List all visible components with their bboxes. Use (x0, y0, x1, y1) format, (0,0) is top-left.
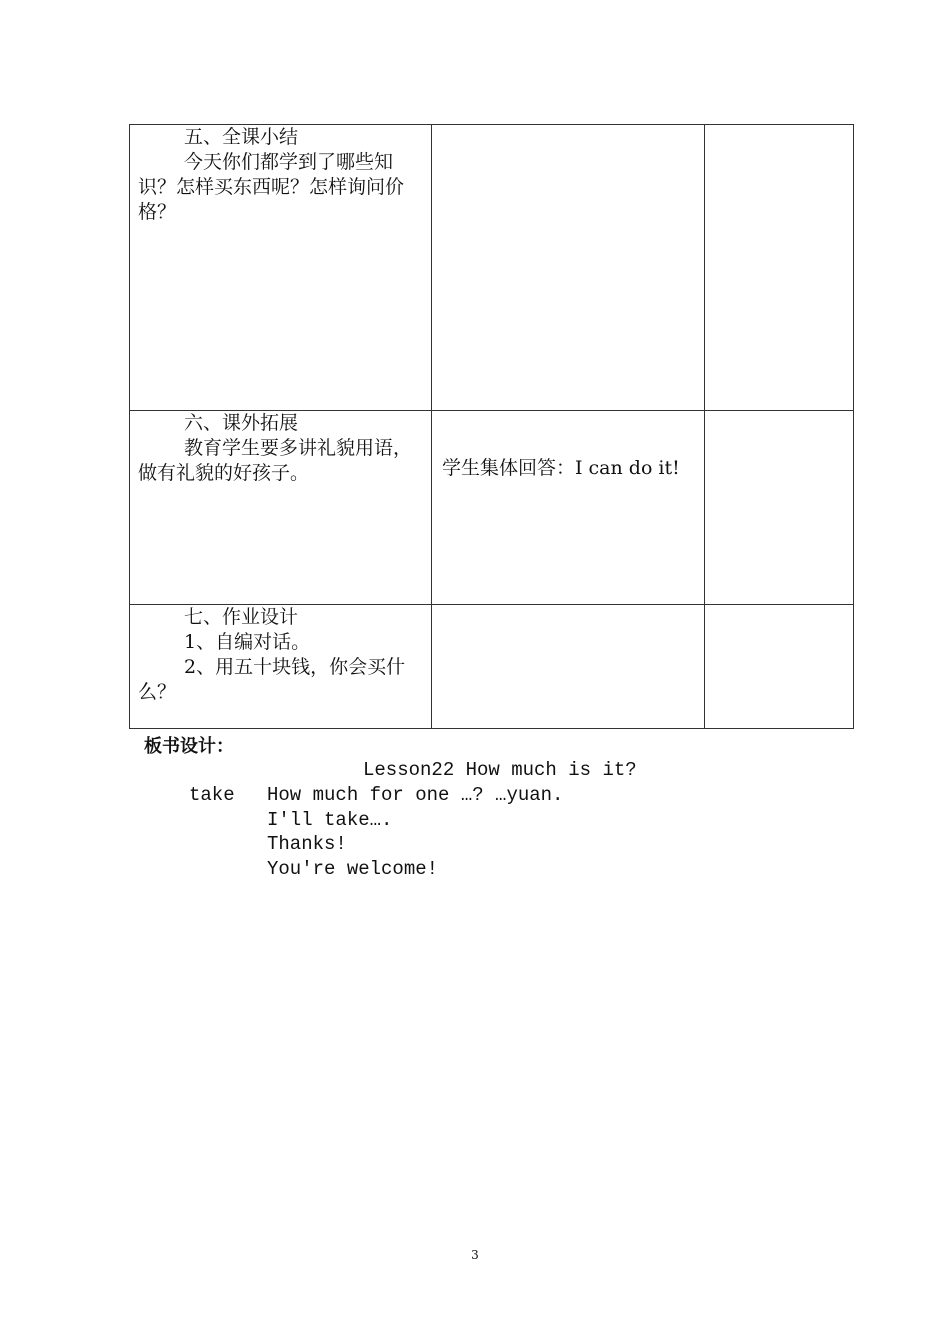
table-cell (130, 605, 432, 729)
lesson-plan-table (129, 124, 854, 729)
table-cell (705, 411, 854, 605)
section-body: 教育学生要多讲礼貌用语，做有礼貌的好孩子。 (138, 437, 413, 484)
board-line: How much for one …? …yuan. (267, 784, 564, 806)
board-line: I'll take…. (267, 809, 393, 831)
table-row (130, 605, 854, 729)
board-line: You're welcome! (267, 858, 439, 880)
homework-item: 2、用五十块钱，你会买什么？ (138, 656, 406, 703)
table-cell (432, 411, 705, 605)
table-row (130, 125, 854, 411)
section-heading: 五、全课小结 (184, 126, 299, 148)
board-design-title: 板书设计： (144, 736, 234, 757)
table-cell (432, 125, 705, 411)
table-cell (130, 125, 432, 411)
table-cell (432, 605, 705, 729)
table-cell (705, 605, 854, 729)
section-heading: 七、作业设计 (184, 606, 299, 628)
board-line: Thanks! (267, 833, 347, 855)
student-response: 学生集体回答：I can do it! (442, 457, 680, 479)
table-cell (705, 125, 854, 411)
board-keyword: take (189, 784, 235, 806)
lesson-title: Lesson22 How much is it? (363, 759, 637, 781)
section-heading: 六、课外拓展 (184, 412, 299, 434)
table-cell (130, 411, 432, 605)
table-row (130, 411, 854, 605)
section-body: 今天你们都学到了哪些知识？怎样买东西呢？怎样询问价格？ (138, 151, 405, 223)
page-number: 3 (471, 1248, 479, 1262)
homework-item: 1、自编对话。 (184, 631, 311, 653)
